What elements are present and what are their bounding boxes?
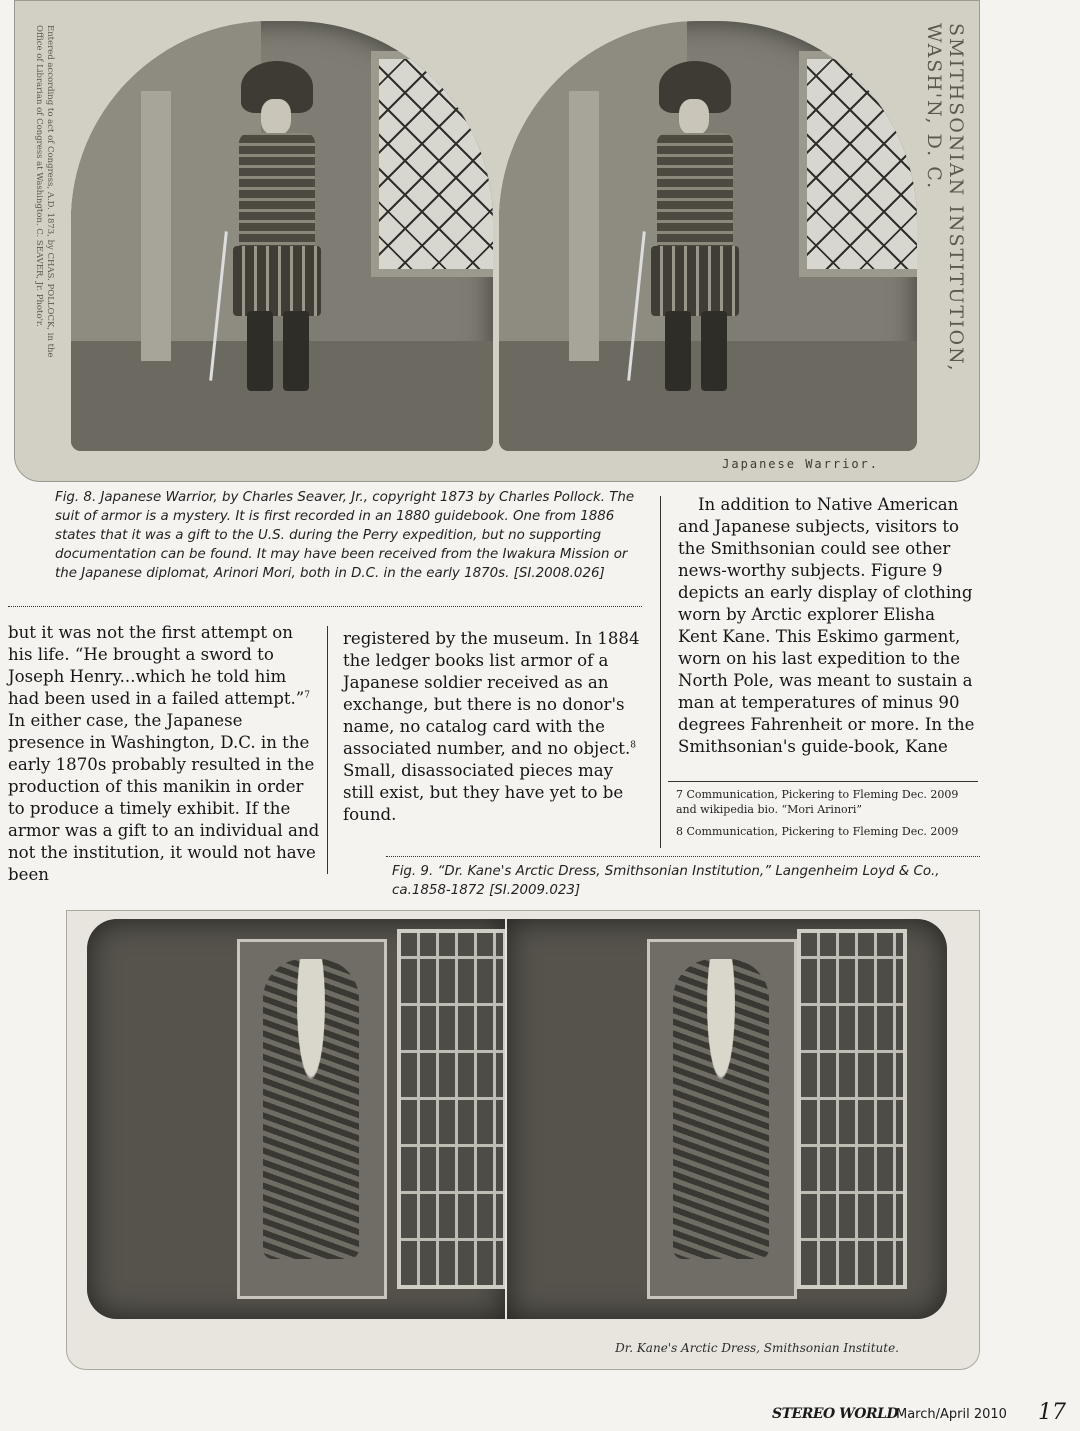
card-publisher-text: SMITHSONIAN INSTITUTION, WASH'N, D. C. [923, 23, 967, 373]
stereo-card-japanese-warrior [14, 0, 980, 482]
stereo-photo-left [87, 919, 505, 1319]
caption-divider [386, 856, 980, 857]
figure-9-caption: Fig. 9. “Dr. Kane's Arctic Dress, Smithsonian Institution,” Langenheim Loyd & Co., ca.1858-1872 [SI.2009.023] [392, 864, 940, 898]
footnote-ref: 8 [630, 740, 636, 751]
body-column-1 [8, 622, 320, 886]
arctic-dress-figure [263, 959, 359, 1259]
body-column-2 [343, 628, 643, 826]
card-copyright-text: Entered according to act of Congress, A.D. 1873, by CHAS. POLLOCK, in the Office of Librarian of Congress at Washington. C. SEAVER, Jr. Photo'r. [34, 25, 55, 358]
caption-divider [8, 606, 642, 607]
paragraph: registered by the museum. In 1884 the ledger books list armor of a Japanese soldier received as an exchange, but there is no donor's name, no catalog card with the associated number, and no object.$^8$ Small, disassociated pieces may still exist, but they have yet to be found. [343, 629, 640, 824]
stereo-photo-left [71, 21, 493, 451]
issue-date: March/April 2010 [896, 1407, 1007, 1422]
warrior-figure [639, 61, 749, 391]
page-number: 17 [1038, 1400, 1066, 1425]
paragraph: but it was not the first attempt on his life. “He brought a sword to Joseph Henry...which he told him had been used in a failed attempt.”$^7$ In either case, the Japanese presence in Washington, D.C. in the early 1870s probably resulted in the production of this manikin in order to produce a timely exhibit. If the armor was a gift to an individual and not the institution, it would not have been [8, 623, 320, 884]
column-rule [660, 496, 661, 848]
figure-8-caption: Fig. 8. Japanese Warrior, by Charles Seaver, Jr., copyright 1873 by Charles Pollock. The suit of armor is a mystery. It is first recorded in an 1880 guidebook. One from 1886 states that it was a gift to the U.S. during the Perry expedition, but no supporting documentation can be found. It may have been received from the Iwakura Mission or the Japanese diplomat, Arinori Mori, both in D.C. in the early 1870s. [SI.2008.026] [55, 490, 635, 581]
footnote-ref: 7 [304, 690, 310, 701]
footnote-rule [668, 781, 978, 782]
stereo-card-kane-arctic-dress [66, 910, 980, 1370]
paragraph: In addition to Native American and Japanese subjects, visitors to the Smithsonian could see other news-worthy subjects. Figure 9 depicts an early display of clothing worn by Arctic explorer Elisha Kent Kane. This Eskimo garment, worn on his last expedition to the North Pole, was meant to sustain a man at temperatures of minus 90 degrees Fahrenheit or more. In the Smithsonian's guide-book, Kane [678, 495, 975, 756]
footnotes [676, 787, 980, 839]
warrior-figure [221, 61, 331, 391]
arctic-dress-figure [673, 959, 769, 1259]
column-rule [327, 626, 328, 874]
magazine-brand: STEREO WORLD [772, 1406, 899, 1422]
card-label: Japanese Warrior. [722, 457, 879, 471]
footnote-item: 8 Communication, Pickering to Fleming Dec. 2009 [676, 825, 959, 838]
footnote-item: 7 Communication, Pickering to Fleming Dec. 2009 and wikipedia bio. “Mori Arinori” [676, 788, 959, 816]
page-footer [772, 1402, 1072, 1428]
stereo-photo-right [507, 919, 947, 1319]
body-column-right [678, 494, 976, 758]
card-label: Dr. Kane's Arctic Dress, Smithsonian Institute. [615, 1341, 899, 1355]
stereo-photo-right [499, 21, 917, 451]
